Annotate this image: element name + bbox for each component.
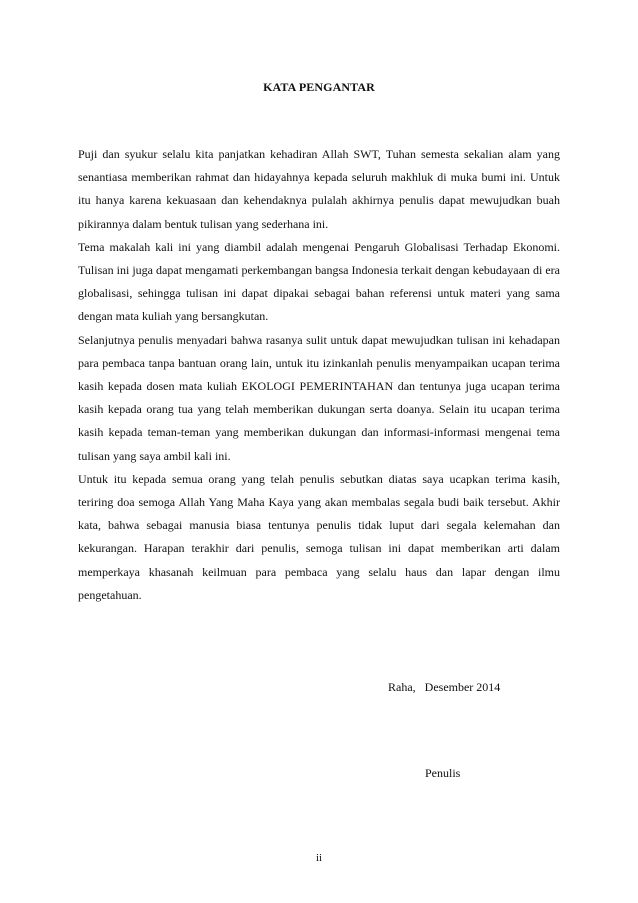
paragraph-acknowledgement: Selanjutnya penulis menyadari bahwa rasanya sulit untuk dapat mewujudkan tulisan ini kehadapan para pembaca tanpa bantuan orang lain, untuk itu izinkanlah penulis menyampaikan ucapan terima kasih kepada dosen mata kuliah EKOLOGI PEMERINTAHAN dan tentunya juga ucapan terima kasih kepada orang tua yang telah memberikan dukungan serta doanya. Selain itu ucapan terima kasih kepada teman-teman yang memberikan dukungan dan informasi-informasi mengenai tema tulisan yang saya ambil kali ini. — [78, 332, 560, 463]
author-signature: Penulis — [425, 766, 461, 780]
place-date: Raha, Desember 2014 — [388, 680, 501, 694]
body-text — [78, 143, 560, 607]
page-number: ii — [315, 852, 323, 864]
page-title: KATA PENGANTAR — [263, 80, 375, 94]
paragraph-theme: Tema makalah kali ini yang diambil adalah mengenai Pengaruh Globalisasi Terhadap Ekonomi. Tulisan ini juga dapat mengamati perkembangan bangsa Indonesia terkait dengan kebudayaan di era globalisasi, sehingga tulisan ini dapat dipakai sebagai bahan referensi untuk materi yang sama dengan mata kuliah yang bersangkutan. — [78, 239, 560, 324]
paragraph-opening: Puji dan syukur selalu kita panjatkan kehadiran Allah SWT, Tuhan semesta sekalian alam yang senantiasa memberikan rahmat dan hidayahnya kepada seluruh makhluk di muka bumi ini. Untuk itu hanya karena kekuasaan dan kehendaknya pulalah akhirnya penulis dapat mewujudkan buah pikirannya dalam bentuk tulisan yang sederhana ini. — [78, 147, 560, 231]
paragraph-closing: Untuk itu kepada semua orang yang telah penulis sebutkan diatas saya ucapkan terima kasih, teriring doa semoga Allah Yang Maha Kaya yang akan membalas segala budi baik tersebut. Akhir kata, bahwa sebagai manusia biasa tentunya penulis tidak luput dari segala kelemahan dan kekurangan. Harapan terakhir dari penulis, semoga tulisan ini dapat memberikan arti dalam memperkaya khasanah keilmuan para pembaca yang selalu haus dan lapar dengan ilmu pengetahuan. — [78, 471, 560, 602]
